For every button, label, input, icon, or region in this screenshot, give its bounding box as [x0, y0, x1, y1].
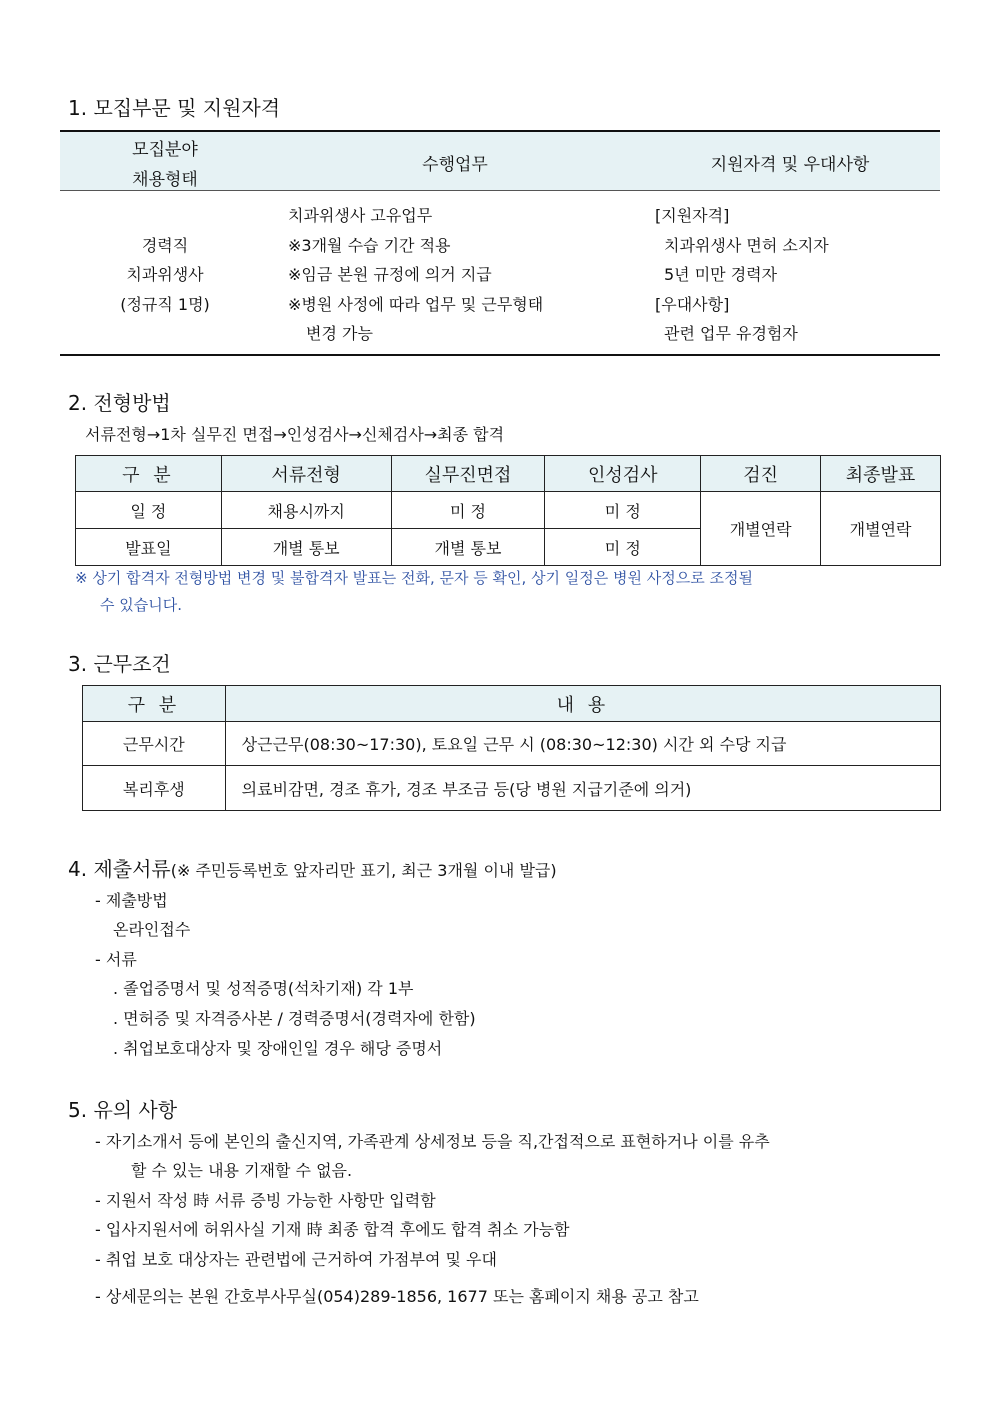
quals-line1: [지원자격]: [655, 206, 730, 225]
quals-line5: 관련 업무 유경험자: [664, 324, 798, 343]
duties-line3: ※임금 본원 규정에 의거 지급: [288, 265, 492, 284]
duties-line2: ※3개월 수습 기간 적용: [288, 236, 451, 255]
section4-heading-note: (※ 주민등록번호 앞자리만 표기, 최근 3개월 이내 발급): [170, 861, 557, 880]
table1-header-duties: 수행업무: [422, 155, 488, 175]
table-row: [83, 722, 941, 766]
documents-label: - 서류: [95, 950, 137, 969]
selection-header-personality: 인성검사: [545, 456, 701, 492]
table1-bottom-rule: [60, 354, 940, 356]
notice-item-2: - 지원서 작성 時 서류 증빙 가능한 사항만 입력함: [95, 1191, 436, 1210]
field-line1: 경력직: [141, 236, 189, 255]
quals-line4: [우대사항]: [655, 295, 730, 314]
notice-item-4: - 취업 보호 대상자는 관련법에 근거하여 가점부여 및 우대: [95, 1250, 497, 1269]
table-row: [76, 492, 941, 529]
selection-header-checkup: 검진: [701, 456, 821, 492]
section2-heading: 2. 전형방법: [68, 391, 171, 415]
conditions-table: [82, 685, 941, 811]
selection-table-header: [76, 456, 941, 492]
list-item: . 면허증 및 자격증사본 / 경력증명서(경력자에 한함): [113, 1009, 476, 1028]
cell-checkup-merged: 개별연락: [701, 492, 821, 566]
selection-flow: 서류전형→1차 실무진 면접→인성검사→신체검사→최종 합격: [85, 425, 505, 444]
notice-item-1-line2: 할 수 있는 내용 기재할 수 없음.: [131, 1161, 353, 1180]
notice-item-1-line1: - 자기소개서 등에 본인의 출신지역, 가족관계 상세정보 등을 직,간접적으로 표현하거나 이를 유추: [95, 1132, 770, 1151]
selection-note-line2: 수 있습니다.: [100, 596, 182, 614]
conditions-value-benefits: 의료비감면, 경조 휴가, 경조 부조금 등(당 병원 지급기준에 의거): [225, 766, 940, 811]
cell-personality-schedule: 미 정: [545, 492, 701, 529]
selection-header-final: 최종발표: [821, 456, 941, 492]
section3-heading: 3. 근무조건: [68, 652, 171, 676]
notice-item-3: - 입사지원서에 허위사실 기재 時 최종 합격 후에도 합격 취소 가능함: [95, 1220, 570, 1239]
duties-line4: ※병원 사정에 따라 업무 및 근무형태: [288, 295, 544, 314]
selection-header-interview: 실무진면접: [391, 456, 545, 492]
conditions-label-benefits: 복리후생: [83, 766, 226, 811]
section4-heading: 4. 제출서류: [68, 857, 171, 881]
quals-line2: 치과위생사 면허 소지자: [664, 236, 829, 255]
field-line3: (정규직 1명): [120, 295, 210, 314]
cell-documents-schedule: 채용시까지: [221, 492, 391, 529]
conditions-header-content: 내 용: [225, 686, 940, 722]
duties-line1: 치과위생사 고유업무: [288, 206, 433, 225]
cell-final-merged: 개별연락: [821, 492, 941, 566]
submit-method-value: 온라인접수: [113, 920, 191, 939]
cell-interview-schedule: 미 정: [391, 492, 545, 529]
table1-header-field-line2: 채용형태: [132, 170, 198, 190]
conditions-label-hours: 근무시간: [83, 722, 226, 766]
selection-header-documents: 서류전형: [221, 456, 391, 492]
selection-table: [75, 455, 941, 566]
table1-header-quals: 지원자격 및 우대사항: [710, 155, 870, 175]
conditions-header-category: 구 분: [83, 686, 226, 722]
quals-line3: 5년 미만 경력자: [664, 265, 778, 284]
notice-item-5: - 상세문의는 본원 간호부사무실(054)289-1856, 1677 또는 홈페이지 채용 공고 참고: [95, 1287, 699, 1306]
selection-header-category: 구 분: [76, 456, 222, 492]
row-label-schedule: 일 정: [76, 492, 222, 529]
section1-heading: 1. 모집부문 및 지원자격: [68, 96, 281, 120]
section5-heading: 5. 유의 사항: [68, 1098, 178, 1122]
list-item: . 취업보호대상자 및 장애인일 경우 해당 증명서: [113, 1039, 443, 1058]
cell-interview-announcement: 개별 통보: [391, 529, 545, 566]
section4-heading-line: [68, 853, 557, 882]
list-item: . 졸업증명서 및 성적증명(석차기재) 각 1부: [113, 979, 414, 998]
conditions-value-hours: 상근근무(08:30~17:30), 토요일 근무 시 (08:30~12:30) 시간 외 수당 지급: [225, 722, 940, 766]
field-line2: 치과위생사: [126, 265, 204, 284]
row-label-announcement: 발표일: [76, 529, 222, 566]
conditions-table-header: [83, 686, 941, 722]
submit-method-label: - 제출방법: [95, 891, 168, 910]
table-row: [83, 766, 941, 811]
duties-line5: 변경 가능: [306, 324, 373, 343]
cell-documents-announcement: 개별 통보: [221, 529, 391, 566]
cell-personality-announcement: 미 정: [545, 529, 701, 566]
selection-note-line1: ※ 상기 합격자 전형방법 변경 및 불합격자 발표는 전화, 문자 등 확인, 상기 일정은 병원 사정으로 조정될: [75, 569, 753, 587]
table1-header-field-line1: 모집분야: [132, 140, 198, 160]
